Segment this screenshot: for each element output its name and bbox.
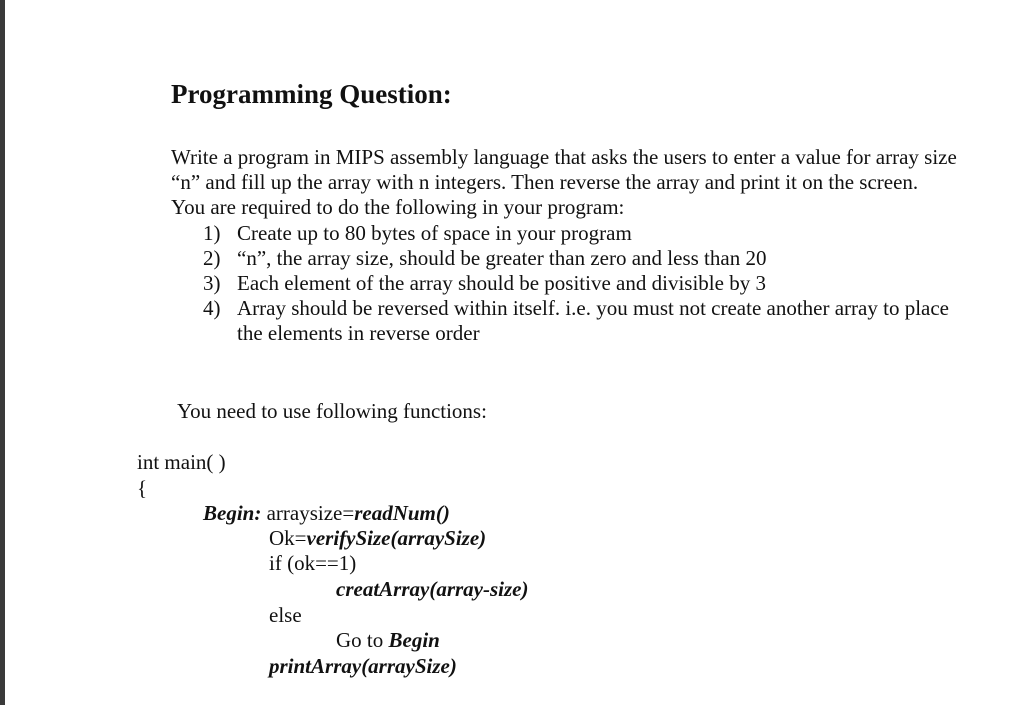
requirement-number: 2) [203,246,221,270]
requirement-text: Each element of the array should be positive and divisible by 3 [237,271,766,295]
functions-intro: You need to use following functions: [177,399,487,423]
arraysize-assign: arraysize= [266,501,355,525]
begin-label: Begin: [203,501,262,525]
goto-line [336,628,440,653]
requirement-text-continued: the elements in reverse order [237,321,480,345]
print-array-call: printArray(arraySize) [269,654,457,678]
ok-assign: Ok= [269,526,307,550]
requirement-text: Create up to 80 bytes of space in your program [237,221,632,245]
intro-line: You are required to do the following in your program: [171,195,625,219]
goto-target: Begin [388,628,440,652]
requirement-item [203,296,949,346]
requirement-item [203,271,949,296]
open-brace: { [137,476,148,500]
requirement-text: Array should be reversed within itself. i.e. you must not create another array to place [237,296,950,320]
requirement-item [203,246,949,271]
intro-paragraph [171,145,957,220]
page-title: Programming Question: [171,79,452,109]
requirement-number: 1) [203,221,221,245]
else-keyword: else [269,603,302,627]
requirement-text: “n”, the array size, should be greater than zero and less than 20 [237,246,767,270]
goto-text: Go to [336,628,384,652]
window-left-border [0,0,5,705]
requirements-list [203,221,949,346]
read-num-call: readNum() [354,501,450,525]
begin-line [203,501,450,526]
creat-array-call: creatArray(array-size) [336,577,529,601]
if-condition: if (ok==1) [269,551,357,575]
requirement-item [203,221,949,246]
verify-size-call: verifySize(arraySize) [306,526,487,550]
intro-line: Write a program in MIPS assembly language that asks the users to enter a value for array size [171,145,957,169]
verify-line [269,526,486,551]
intro-line: “n” and fill up the array with n integers. Then reverse the array and print it on the screen. [171,170,919,194]
main-signature: int main( ) [137,450,226,474]
requirement-number: 3) [203,271,221,295]
requirement-number: 4) [203,296,221,320]
